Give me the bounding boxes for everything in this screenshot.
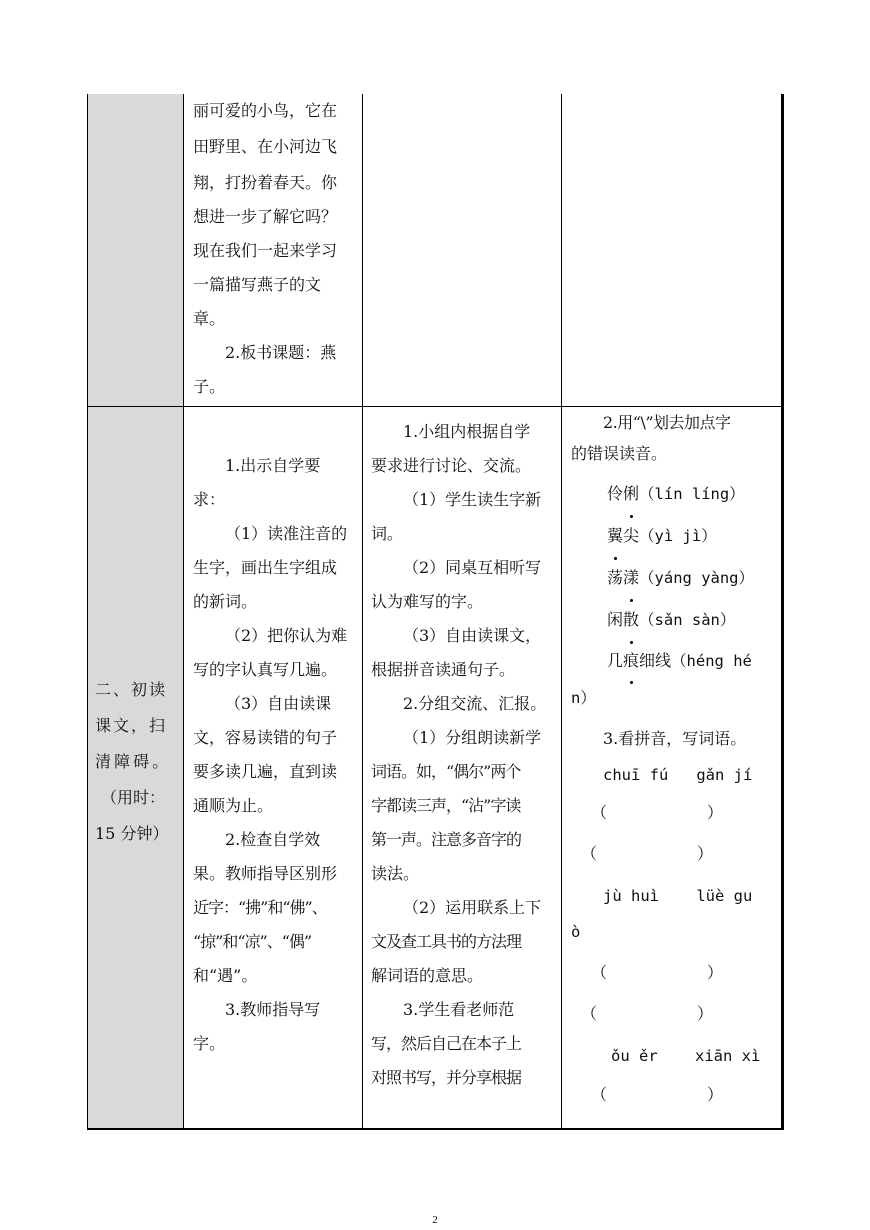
text-line: 1.小组内根据自学 — [403, 422, 531, 441]
row2-exercises — [571, 406, 779, 1115]
text-line: 字。 — [193, 1034, 226, 1053]
text-line: 2.检查自学效 — [225, 830, 321, 849]
char: 几 — [607, 651, 624, 670]
text-line: （用时： — [101, 788, 166, 807]
pinyin-prompt: jù huì lüè gu — [603, 887, 753, 905]
text-line: （2）运用联系上下 — [403, 898, 542, 917]
text-line: 解词语的意思。 — [371, 966, 484, 985]
text-line: 根据拼音读通句子。 — [371, 660, 516, 679]
pronunciation-item — [607, 599, 779, 641]
exercise-title: 的错误读音。 — [571, 444, 668, 463]
pinyin-options: （héng hé — [671, 652, 752, 670]
text-line: （1）读准注音的 — [225, 524, 348, 543]
text-line: 一篇描写燕子的文 — [193, 275, 322, 294]
text-line: 词语。如，“偶尔”两个 — [371, 762, 521, 781]
paren-close: ） — [707, 1085, 724, 1104]
paren-open: （ — [581, 844, 598, 863]
char: 荡 — [607, 568, 624, 587]
text-line: 通顺为止。 — [193, 796, 274, 815]
pronunciation-item — [607, 515, 779, 557]
text-line: 要求进行讨论、交流。 — [371, 456, 532, 475]
text-line: 丽可爱的小鸟，它在 — [193, 101, 338, 120]
text-line: 课文，扫 — [95, 716, 168, 735]
text-line: 清 障 碍 。 — [95, 752, 168, 771]
text-line: 15 分钟） — [95, 824, 169, 843]
text-line: 和“遇”。 — [193, 966, 258, 985]
pinyin-continuation: ò — [571, 923, 581, 941]
pronunciation-item — [607, 557, 779, 599]
dotted-char: 俐 — [623, 473, 639, 515]
paren-close: ） — [697, 844, 714, 863]
char: 伶 — [607, 484, 624, 503]
text-line: 要多读几遍，直到读 — [193, 762, 338, 781]
dotted-char: 痕 — [623, 641, 639, 681]
paren-open: （ — [591, 963, 608, 982]
text-line: 字都读三声，“沾”字读 — [371, 796, 521, 815]
text-line: 近字：“拂”和“佛”、 — [193, 898, 327, 917]
text-line: （1）分组朗读新学 — [403, 728, 542, 747]
table-border-bottom — [87, 1128, 784, 1130]
text-line: 文，容易读错的句子 — [193, 728, 338, 747]
text-line: （3）自由读课 — [225, 694, 332, 713]
text-line: （2）同桌互相听写 — [403, 558, 542, 577]
lesson-table — [87, 94, 784, 1130]
text-line: 想进一步了解它吗？ — [193, 207, 338, 226]
text-line: 的新词。 — [193, 592, 258, 611]
text-line: 文及查工具书的方法理 — [371, 932, 522, 951]
text-line: 生字，画出生字组成 — [193, 558, 338, 577]
paren-close: ） — [707, 803, 724, 822]
pinyin-prompt: chuī fú gǎn jí — [603, 766, 753, 784]
char: 闲 — [607, 610, 624, 629]
dotted-char: 漾 — [623, 557, 639, 599]
table-border-right — [781, 94, 784, 1130]
text-line: 1.出示自学要 — [225, 456, 321, 475]
paren-open: （ — [591, 803, 608, 822]
pinyin-options: （yì jì） — [639, 527, 717, 545]
text-line: （3）自由读课文， — [403, 626, 542, 645]
text-line: 田野里、在小河边飞 — [193, 137, 338, 156]
paren-close: ） — [707, 963, 724, 982]
char: 细线 — [639, 651, 672, 670]
text-line: 2.板书课题：燕 — [225, 343, 337, 362]
text-line: 写的字认真写几遍。 — [193, 660, 338, 679]
answer-blank[interactable] — [571, 993, 779, 1035]
row1-teacher-activity — [193, 94, 361, 404]
paren-open: （ — [581, 1004, 598, 1023]
pinyin-prompt: ǒu ěr xiān xì — [611, 1047, 761, 1065]
dotted-char: 翼 — [607, 515, 623, 557]
text-line: 求： — [193, 490, 226, 509]
text-line: 3.教师指导写 — [225, 1000, 321, 1019]
text-line: 写，然后自己在本子上 — [371, 1034, 522, 1053]
text-line: （1）学生读生字新 — [403, 490, 542, 509]
text-line: 对照书写，并分享根据 — [371, 1068, 522, 1087]
text-line: “掠”和“凉”、“偶” — [193, 932, 312, 951]
text-line: 子。 — [193, 377, 226, 396]
text-line: 词。 — [371, 524, 404, 543]
page-number: 2 — [432, 1214, 438, 1226]
pinyin-options: （sǎn sàn） — [639, 611, 736, 629]
pronunciation-item — [607, 473, 779, 515]
text-line: 认为难写的字。 — [371, 592, 484, 611]
text-line: 第一声。注意多音字的 — [371, 830, 522, 849]
pinyin-continuation: n） — [571, 689, 596, 707]
answer-blank[interactable] — [571, 953, 779, 993]
table-border-left — [87, 94, 88, 1130]
stage-column-bg-row1 — [87, 94, 183, 406]
dotted-char: 散 — [623, 599, 639, 641]
table-divider-1 — [183, 94, 184, 1130]
text-line: 章。 — [193, 309, 226, 328]
row2-student-activity — [371, 415, 560, 1095]
paren-close: ） — [697, 1004, 714, 1023]
text-line: 读法。 — [371, 864, 420, 883]
table-divider-3 — [561, 94, 562, 1130]
table-divider-2 — [362, 94, 363, 1130]
exercise-title: 3.看拼音，写词语。 — [603, 729, 747, 748]
pinyin-options: （lín líng） — [639, 485, 745, 503]
row2-teacher-activity — [193, 449, 361, 1061]
text-line: 二、初读 — [95, 680, 168, 699]
answer-blank[interactable] — [571, 833, 779, 875]
pinyin-options: （yáng yàng） — [639, 569, 755, 587]
answer-blank[interactable] — [571, 1075, 779, 1115]
text-line: 2.分组交流、汇报。 — [403, 694, 547, 713]
stage-label — [95, 672, 179, 852]
text-line: 果。教师指导区别形 — [193, 864, 338, 883]
text-line: （2）把你认为难 — [225, 626, 348, 645]
answer-blank[interactable] — [571, 793, 779, 833]
text-line: 3.学生看老师范 — [403, 1000, 515, 1019]
exercise-title: 2.用“\”划去加点字 — [603, 413, 731, 432]
paren-open: （ — [591, 1085, 608, 1104]
pronunciation-item — [607, 641, 779, 681]
text-line: 现在我们一起来学习 — [193, 241, 338, 260]
char: 尖 — [623, 526, 640, 545]
text-line: 翔，打扮着春天。你 — [193, 173, 338, 192]
